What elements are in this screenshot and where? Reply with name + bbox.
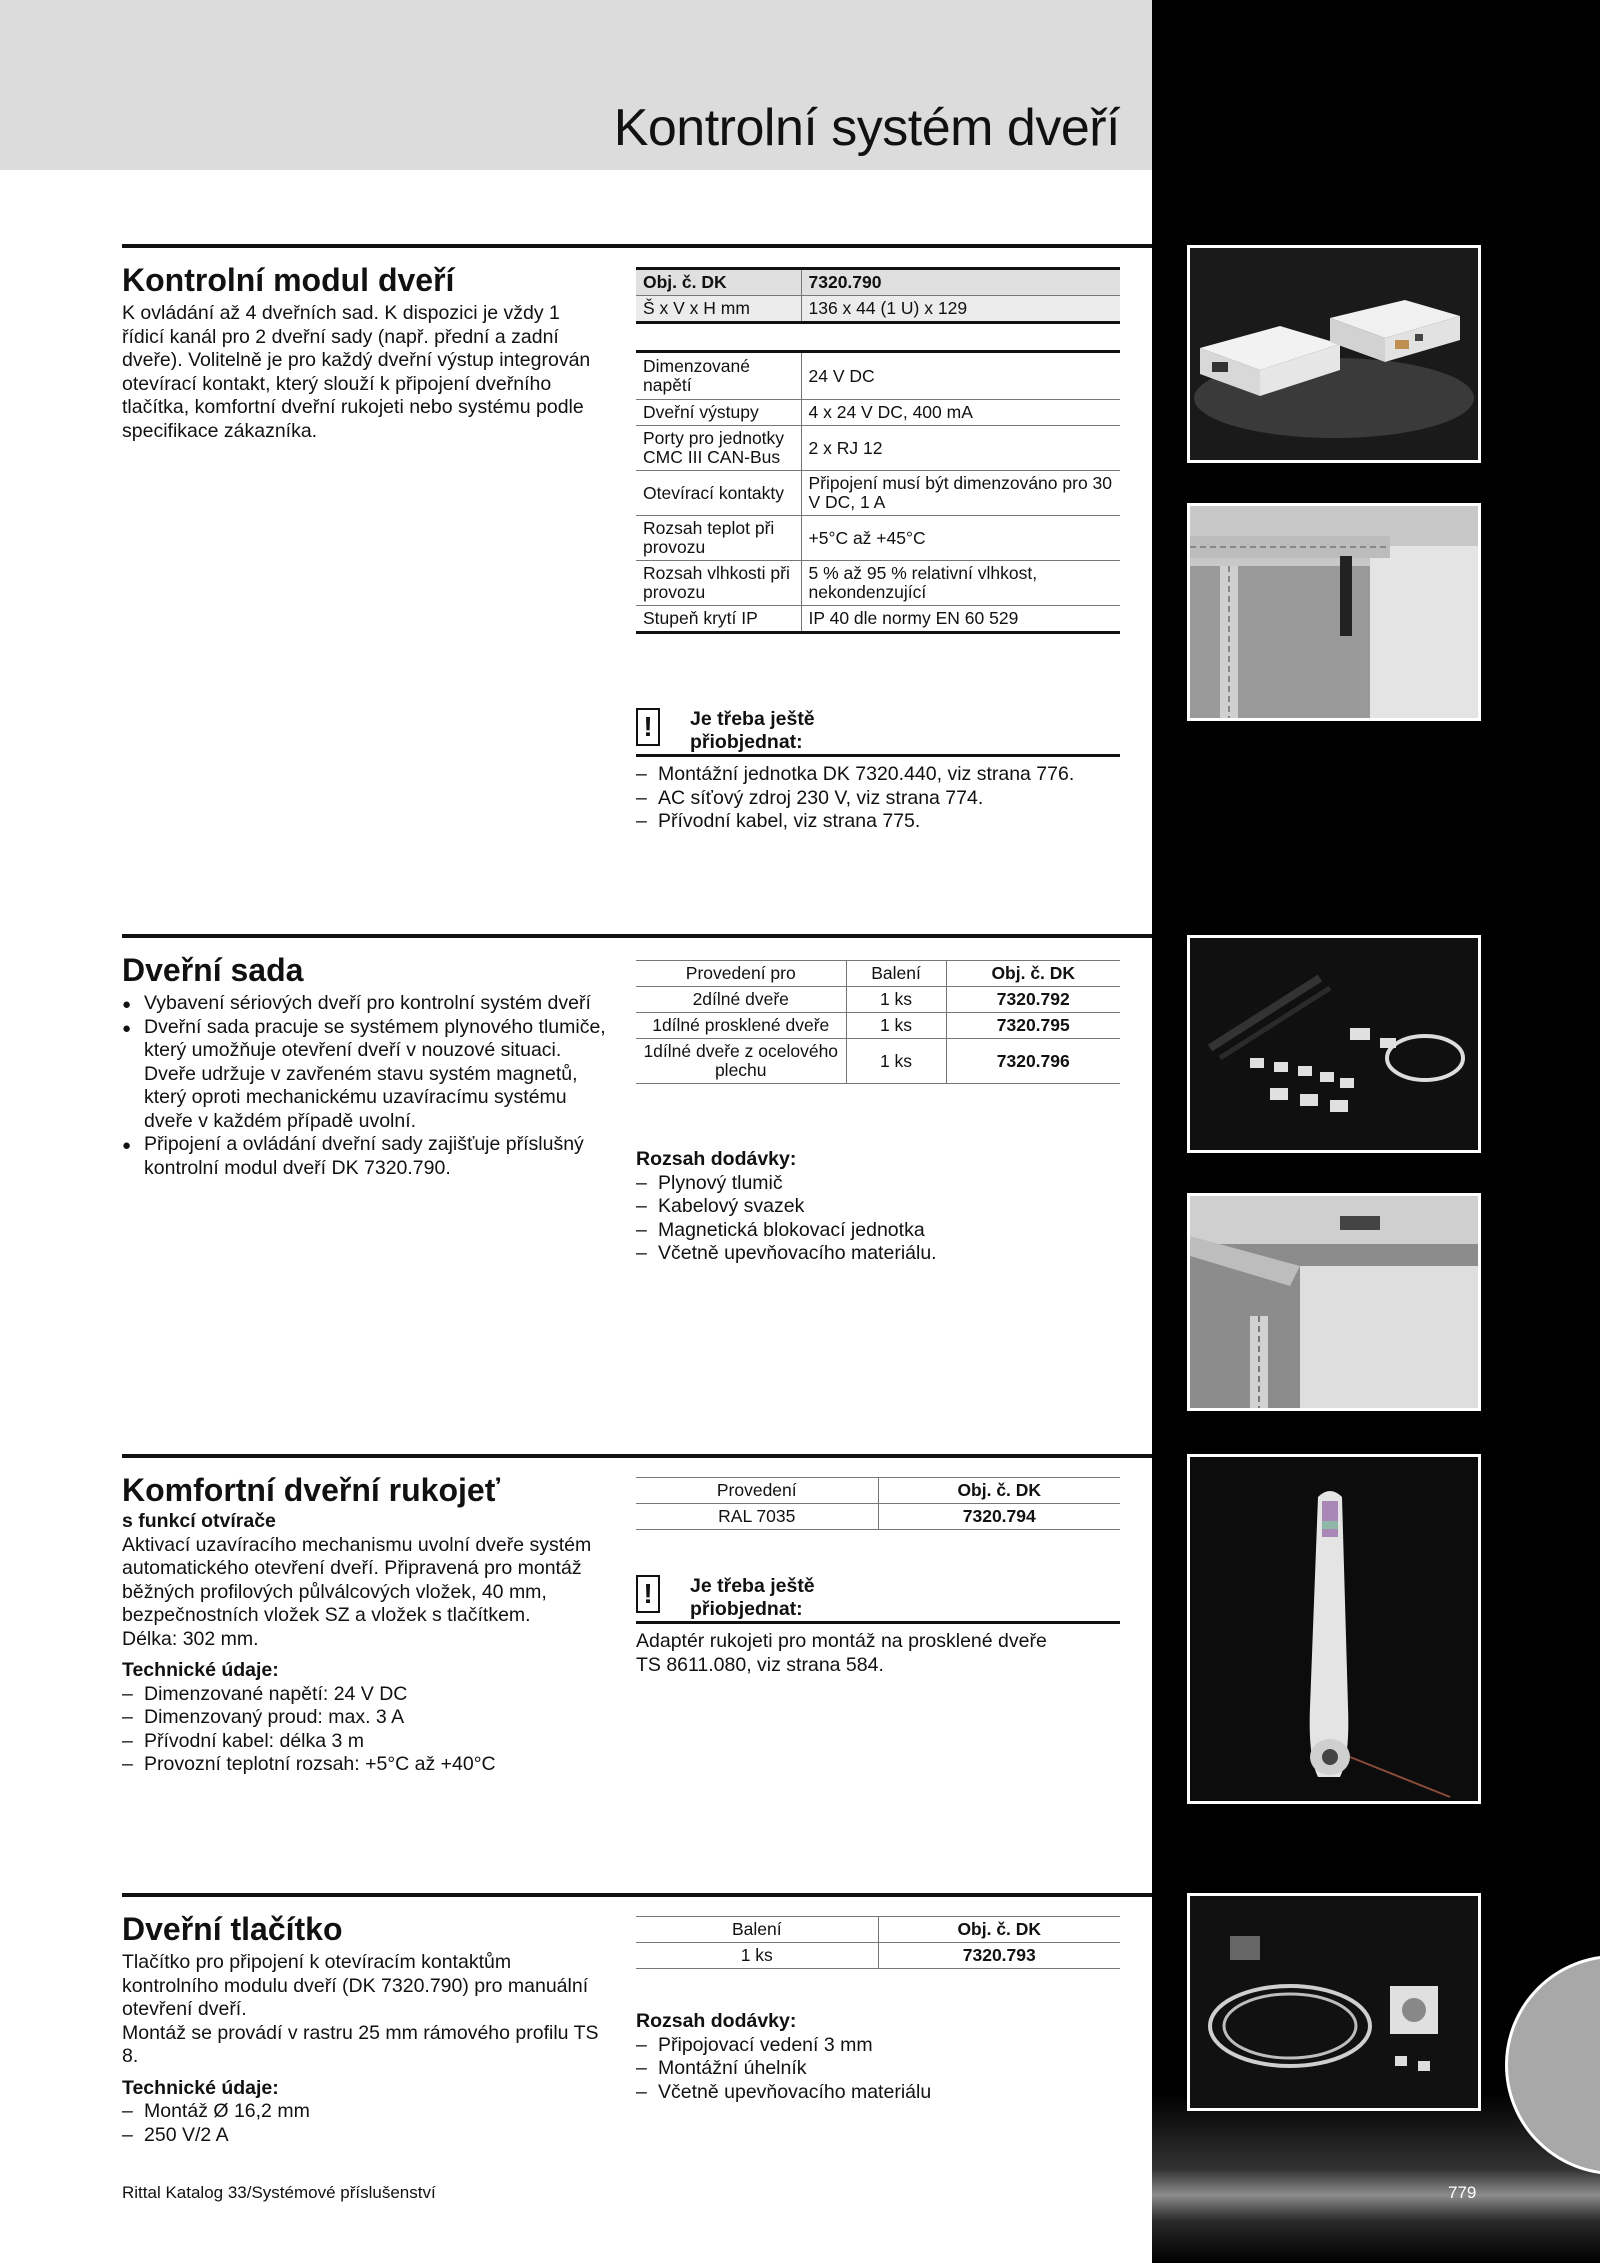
- comfort-handle-description: [122, 1510, 607, 1777]
- description-text: Aktivací uzavíracího mechanismu uvolní dveře systém automatického otevření dveří. Připravená pro montáž běžných profilových půlválcových vložek, 40 mm, bezpečnostních vložek SZ a vložek s tlačítkem.: [122, 1533, 592, 1626]
- section-title-door-kit: Dveřní sada: [122, 952, 304, 988]
- control-module-id-table: [636, 267, 1120, 324]
- table-row: Stupeň krytí IP IP 40 dle normy EN 60 529: [636, 606, 1120, 633]
- list-item: – Připojovací vedení 3 mm: [636, 2034, 1136, 2058]
- door-kit-bullets: [122, 992, 607, 1180]
- list-item: – Plynový tlumič: [636, 1172, 1136, 1196]
- tech-title: Technické údaje:: [122, 1659, 279, 1681]
- comfort-handle-order-table: [636, 1477, 1120, 1530]
- list-item: – Provozní teplotní rozsah: +5°C až +40°C: [122, 1753, 607, 1777]
- list-item: – Magnetická blokovací jednotka: [636, 1219, 1136, 1243]
- section-rule: [122, 934, 1152, 938]
- table-row: Otevírací kontakty Připojení musí být dimenzováno pro 30 V DC, 1 A: [636, 471, 1120, 516]
- list-item: – Včetně upevňovacího materiálu.: [636, 1242, 1136, 1266]
- door-kit-order-table: [636, 960, 1120, 1084]
- list-item: – Kabelový svazek: [636, 1195, 1136, 1219]
- table-row: Porty pro jednotky CMC III CAN-Bus 2 x RJ 12: [636, 426, 1120, 471]
- warning-icon: !: [636, 708, 660, 746]
- list-item: – Dimenzovaný proud: max. 3 A: [122, 1706, 607, 1730]
- list-item: ● Dveřní sada pracuje se systémem plynového tlumiče, který umožňuje otevření dveří v nouzové situaci. Dveře udržuje v zavřeném stavu systém magnetů, který oproti mechanickému uzavíracímu systému dveře v každém případě uvolní.: [122, 1016, 607, 1134]
- page-number: 779: [1448, 2183, 1477, 2202]
- control-module-spec-table: [636, 350, 1120, 634]
- photo-enclosure-frame-2: [1187, 1193, 1481, 1411]
- list-item: – Přívodní kabel, viz strana 775.: [636, 810, 1136, 834]
- table-header-row: Provedení Obj. č. DK: [636, 1478, 1120, 1504]
- scope-list: [636, 1172, 1136, 1266]
- description-text-2: Montáž se provádí v rastru 25 mm rámového profilu TS 8.: [122, 2021, 599, 2067]
- footer-catalog-text: Rittal Katalog 33/Systémové příslušenství: [122, 2183, 436, 2202]
- table-row: 2dílné dveře 1 ks 7320.792: [636, 987, 1120, 1013]
- list-item: – Montážní jednotka DK 7320.440, viz strana 776.: [636, 763, 1136, 787]
- notice-rule: [636, 1621, 1120, 1624]
- description-text: Tlačítko pro připojení k otevíracím kontaktům kontrolního modulu dveří (DK 7320.790) pro manuální otevření dveří.: [122, 1951, 589, 2020]
- table-row: Obj. č. DK 7320.790: [636, 269, 1120, 296]
- door-button-scope: [636, 2010, 1136, 2104]
- notice-rule: [636, 754, 1120, 757]
- door-button-description: [122, 1951, 607, 2147]
- table-row: Š x V x H mm 136 x 44 (1 U) x 129: [636, 296, 1120, 323]
- table-row: 1 ks 7320.793: [636, 1943, 1120, 1969]
- photo-door-kit: [1187, 935, 1481, 1153]
- list-item: – Přívodní kabel: délka 3 m: [122, 1730, 607, 1754]
- notice-label: Je třeba ještě přiobjednat:: [690, 1575, 815, 1620]
- page-title: Kontrolní systém dveří: [613, 99, 1120, 157]
- section-rule: [122, 1454, 1152, 1458]
- length-text: Délka: 302 mm.: [122, 1627, 259, 1650]
- table-header-row: Balení Obj. č. DK: [636, 1917, 1120, 1943]
- order-notice: [636, 1575, 1120, 1625]
- required-accessories-list: [636, 763, 1136, 834]
- tech-title: Technické údaje:: [122, 2076, 279, 2099]
- section-title-door-button: Dveřní tlačítko: [122, 1911, 343, 1947]
- list-item: – Dimenzované napětí: 24 V DC: [122, 1683, 607, 1707]
- subtitle: s funkcí otvírače: [122, 1510, 276, 1532]
- handle-adapter-note: Adaptér rukojeti pro montáž na prosklené dveře TS 8611.080, viz strana 584.: [636, 1630, 1047, 1676]
- list-item: – AC síťový zdroj 230 V, viz strana 774.: [636, 787, 1136, 811]
- scope-list: [636, 2034, 1136, 2105]
- list-item: – Montáž Ø 16,2 mm: [122, 2100, 607, 2124]
- description-text: K ovládání až 4 dveřních sad. K dispozici je vždy 1 řídicí kanál pro 2 dveřní sady (např. přední a zadní dveře). Volitelně je pro každý dveřní výstup integrován otevírací kontakt, který slouží k připojení dveřního tlačítka, komfortní dveřní rukojeti nebo systému podle specifikace zákazníka.: [122, 302, 591, 442]
- door-kit-scope: [636, 1148, 1136, 1266]
- list-item: – Montážní úhelník: [636, 2057, 1136, 2081]
- photo-door-control-module: [1187, 245, 1481, 463]
- table-row: 1dílné dveře z ocelového plechu 1 ks 7320.796: [636, 1039, 1120, 1084]
- notice-label: Je třeba ještě přiobjednat:: [690, 708, 815, 753]
- table-row: 1dílné prosklené dveře 1 ks 7320.795: [636, 1013, 1120, 1039]
- control-module-description: [122, 302, 607, 443]
- list-item: ● Připojení a ovládání dveřní sady zajišťuje příslušný kontrolní modul dveří DK 7320.790.: [122, 1133, 607, 1180]
- order-notice: [636, 708, 1120, 758]
- section-title-control-module: Kontrolní modul dveří: [122, 262, 455, 298]
- table-row: RAL 7035 7320.794: [636, 1504, 1120, 1530]
- door-button-order-table: [636, 1916, 1120, 1969]
- table-row: Rozsah vlhkosti při provozu 5 % až 95 % relativní vlhkost, nekondenzující: [636, 561, 1120, 606]
- tech-list: [122, 2100, 607, 2147]
- section-title-comfort-handle: Komfortní dveřní rukojeť: [122, 1472, 501, 1508]
- table-row: Rozsah teplot při provozu +5°C až +45°C: [636, 516, 1120, 561]
- list-item: – Včetně upevňovacího materiálu: [636, 2081, 1136, 2105]
- photo-comfort-handle: [1187, 1454, 1481, 1804]
- table-row: Dveřní výstupy 4 x 24 V DC, 400 mA: [636, 400, 1120, 426]
- scope-title: Rozsah dodávky:: [636, 1148, 797, 1170]
- list-item: – 250 V/2 A: [122, 2124, 607, 2148]
- table-row: Dimenzované napětí 24 V DC: [636, 352, 1120, 400]
- tech-list: [122, 1683, 607, 1777]
- list-item: ● Vybavení sériových dveří pro kontrolní systém dveří: [122, 992, 607, 1016]
- section-rule: [122, 244, 1152, 248]
- warning-icon: !: [636, 1575, 660, 1613]
- scope-title: Rozsah dodávky:: [636, 2010, 797, 2032]
- photo-enclosure-frame-1: [1187, 503, 1481, 721]
- section-rule: [122, 1893, 1152, 1897]
- table-header-row: Provedení pro Balení Obj. č. DK: [636, 961, 1120, 987]
- photo-door-button: [1187, 1893, 1481, 2111]
